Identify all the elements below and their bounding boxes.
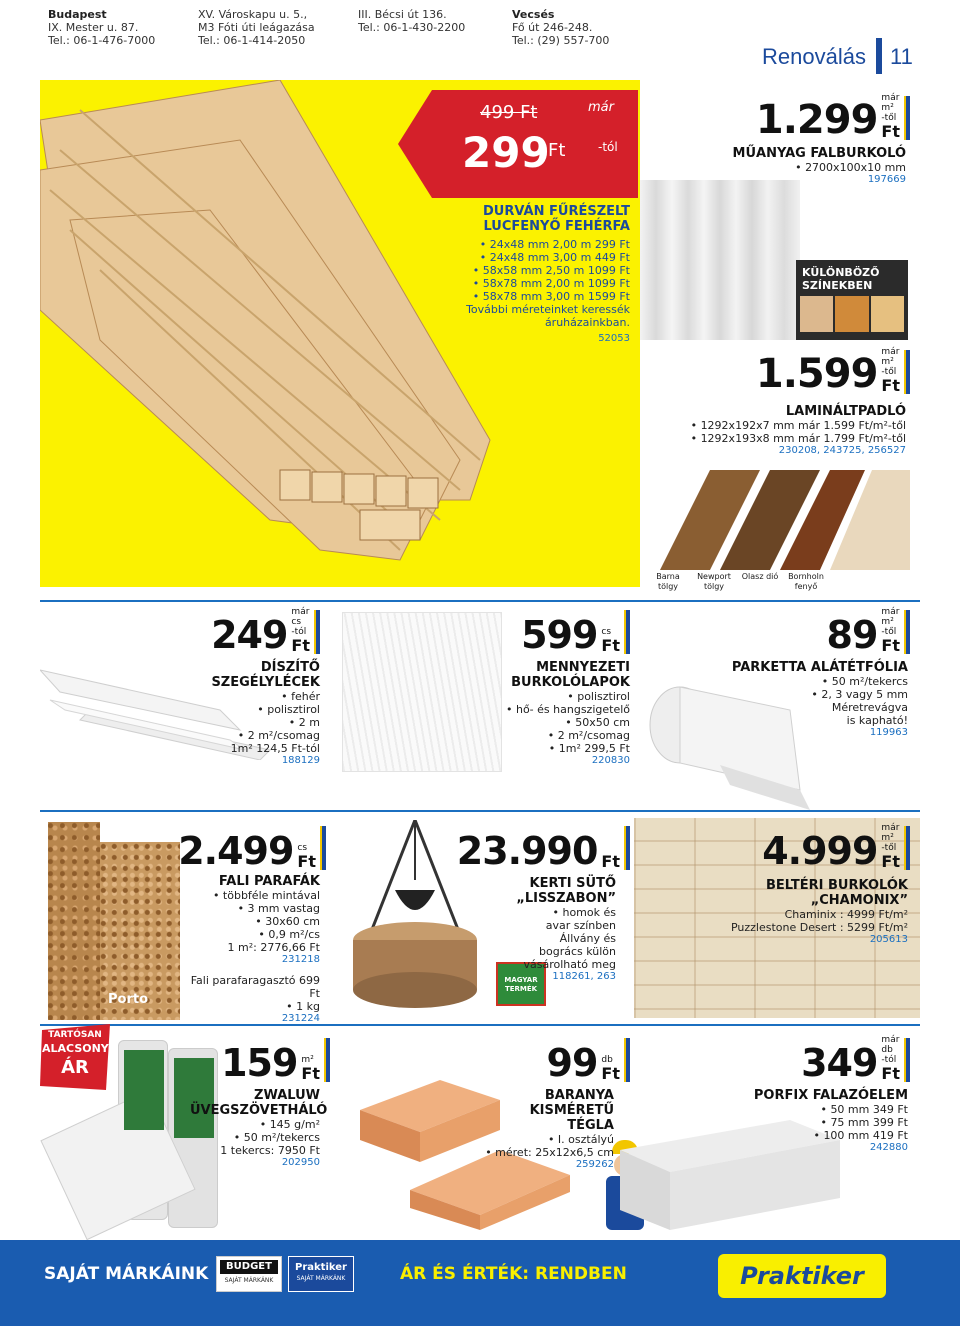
underlay-title: PARKETTA ALÁTÉTFÓLIA bbox=[731, 660, 908, 675]
swatch-label: Bornholn fenyő bbox=[788, 572, 824, 591]
laminate-price bbox=[700, 347, 910, 397]
price-unit bbox=[881, 93, 900, 140]
product-code: 119963 bbox=[869, 727, 908, 738]
unit-ft: Ft bbox=[601, 636, 620, 655]
budget-logo bbox=[216, 1256, 282, 1292]
unit-db: db bbox=[601, 1055, 613, 1065]
unit-ft: Ft bbox=[881, 1064, 900, 1083]
laminate-info bbox=[640, 404, 906, 456]
price-value: 599 bbox=[521, 613, 598, 657]
price-unit bbox=[881, 607, 900, 654]
unit-tol: -tól bbox=[291, 627, 307, 637]
unit-mar: már bbox=[881, 607, 900, 617]
badge-line-3: ÁR bbox=[61, 1057, 89, 1078]
list-item: • 75 mm 399 Ft bbox=[820, 1116, 908, 1129]
price-value: 2.499 bbox=[178, 829, 294, 873]
list-item: • 58x78 mm 2,00 m 1099 Ft bbox=[472, 277, 630, 290]
underlay-list bbox=[720, 675, 908, 727]
unit-mar: már bbox=[881, 1035, 900, 1045]
list-item: • 50 mm 349 Ft bbox=[820, 1103, 908, 1116]
praktiker-logo bbox=[718, 1254, 886, 1298]
price-value: 159 bbox=[221, 1041, 298, 1085]
ceiling-info bbox=[500, 660, 630, 766]
mesh-title-2: ÜVEGSZÖVETHÁLÓ bbox=[190, 1103, 328, 1118]
colors-label-2: SZÍNEKBEN bbox=[802, 279, 873, 292]
panel-price bbox=[700, 93, 910, 143]
list-item: • 30x60 cm bbox=[255, 915, 320, 928]
price-bar bbox=[624, 826, 630, 870]
ceiling-image bbox=[342, 612, 502, 772]
unit-mar: már bbox=[881, 823, 900, 833]
list-item: 1 m²: 2776,66 Ft bbox=[227, 941, 320, 954]
list-item: • homok és bbox=[552, 906, 616, 919]
product-code: 52053 bbox=[598, 333, 630, 344]
unit-tol: -től bbox=[881, 627, 897, 637]
lumber-tol: -tól bbox=[598, 140, 618, 154]
price-unit bbox=[881, 823, 900, 870]
ceiling-title-1: MENNYEZETI bbox=[536, 660, 630, 675]
panel-size: • 2700x100x10 mm bbox=[795, 161, 906, 174]
unit-m2: m² bbox=[881, 833, 894, 843]
price-bar bbox=[904, 610, 910, 654]
ceiling-title-2: BURKOLÓLAPOK bbox=[511, 675, 630, 690]
cork-title: FALI PARAFÁK bbox=[218, 874, 320, 889]
brick-title-2: TÉGLA bbox=[567, 1118, 614, 1133]
cork-tile-1 bbox=[48, 822, 100, 1020]
list-item: • 100 mm 419 Ft bbox=[813, 1129, 908, 1142]
price-unit bbox=[301, 1055, 320, 1082]
moulding-title-2: SZEGÉLYLÉCEK bbox=[211, 675, 320, 690]
unit-tol: -től bbox=[881, 367, 897, 377]
unit-mar: már bbox=[881, 93, 900, 103]
swatch-label: Barna tölgy bbox=[656, 572, 680, 591]
list-item: • 24x48 mm 2,00 m 299 Ft bbox=[479, 238, 630, 251]
divider bbox=[40, 1024, 920, 1026]
product-code: 205613 bbox=[869, 934, 908, 945]
hungarian-product-badge: MAGYAR TERMÉK bbox=[496, 962, 546, 1006]
cork-price bbox=[176, 826, 326, 873]
stone-line-2: Puzzlestone Desert : 5299 Ft/m² bbox=[730, 921, 908, 934]
price-bar bbox=[904, 1038, 910, 1082]
lumber-ft: Ft bbox=[548, 140, 566, 161]
cork-glue-info bbox=[180, 974, 320, 1024]
firepit-title-2: „LISSZABON” bbox=[516, 891, 616, 906]
list-item: • 2 m²/csomag bbox=[237, 729, 320, 742]
cork-label: Porto bbox=[108, 992, 149, 1007]
price-unit bbox=[601, 1055, 620, 1082]
list-item: 1m² 124,5 Ft-tól bbox=[230, 742, 320, 755]
list-item: • 50 m²/tekercs bbox=[233, 1131, 320, 1144]
block-title: PORFIX FALAZÓELEM bbox=[753, 1088, 908, 1103]
product-code: 231218 bbox=[281, 954, 320, 965]
lumber-note-2: áruházainkban. bbox=[544, 316, 630, 329]
lumber-title-2: LUCFENYŐ FEHÉRFA bbox=[483, 219, 630, 234]
product-code: 230208, 243725, 256527 bbox=[778, 445, 906, 456]
price-value: 1.599 bbox=[755, 351, 878, 397]
unit-cs: cs bbox=[297, 843, 308, 853]
stone-info bbox=[700, 878, 908, 945]
firepit-info bbox=[500, 876, 616, 982]
store-phone: Tel.: 06-1-430-2200 bbox=[358, 21, 466, 34]
laminate-line-1: • 1292x192x7 mm már 1.599 Ft/m²-től bbox=[690, 419, 906, 432]
block-info bbox=[740, 1088, 908, 1153]
stone-title-1: BELTÉRI BURKOLÓK bbox=[765, 878, 908, 893]
list-item: avar színben bbox=[545, 919, 616, 932]
price-bar bbox=[320, 826, 326, 870]
block-list bbox=[740, 1103, 908, 1142]
moulding-title-1: DÍSZÍTŐ bbox=[260, 660, 320, 675]
divider bbox=[40, 600, 920, 602]
list-item: • 3 mm vastag bbox=[237, 902, 320, 915]
swatch bbox=[871, 296, 904, 332]
store-vecses bbox=[512, 8, 652, 47]
unit-tol: -tól bbox=[881, 1055, 897, 1065]
list-item: Méretrevágva bbox=[831, 701, 908, 714]
store-city: Vecsés bbox=[512, 8, 555, 21]
lumber-note: További méreteinket keressék bbox=[466, 303, 630, 316]
laminate-line-2: • 1292x193x8 mm már 1.799 Ft/m²-től bbox=[690, 432, 906, 445]
unit-m2: m² bbox=[881, 103, 894, 113]
list-item: • hő- és hangszigetelő bbox=[506, 703, 630, 716]
unit-ft: Ft bbox=[881, 636, 900, 655]
unit-ft: Ft bbox=[601, 1064, 620, 1083]
unit-ft: Ft bbox=[297, 852, 316, 871]
store-phone: Tel.: 06-1-476-7000 bbox=[48, 34, 156, 47]
list-item: • 145 g/m² bbox=[259, 1118, 320, 1131]
store-address: III. Bécsi út 136. bbox=[358, 8, 447, 21]
praktiker-small-text: Praktiker bbox=[295, 1262, 347, 1273]
unit-m2: m² bbox=[881, 617, 894, 627]
page-number: 11 bbox=[890, 44, 913, 69]
cork-list bbox=[180, 889, 320, 954]
price-value: 1.299 bbox=[755, 97, 878, 143]
list-item: • 58x78 mm 3,00 m 1599 Ft bbox=[472, 290, 630, 303]
product-code: 197669 bbox=[867, 174, 906, 185]
unit-cs: cs bbox=[291, 617, 302, 627]
unit-cs: cs bbox=[601, 627, 612, 637]
unit-ft: Ft bbox=[881, 122, 900, 141]
price-unit bbox=[291, 607, 310, 654]
list-item: • többféle mintával bbox=[212, 889, 320, 902]
colors-label-1: KÜLÖNBÖZŐ bbox=[802, 266, 880, 279]
product-code: 118261, 263 bbox=[552, 971, 616, 982]
lumber-title-1: DURVÁN FŰRÉSZELT bbox=[483, 204, 630, 219]
praktiker-logo-text: Praktiker bbox=[740, 1262, 864, 1290]
list-item: • 24x48 mm 3,00 m 449 Ft bbox=[479, 251, 630, 264]
badge-line-2: ALACSONY bbox=[42, 1042, 109, 1055]
stone-line-1: Chaminix : 4999 Ft/m² bbox=[784, 908, 908, 921]
product-code: 231224 bbox=[281, 1013, 320, 1024]
price-bar bbox=[904, 826, 910, 870]
block-price bbox=[780, 1035, 910, 1085]
cork-glue: Fali parafaragasztó 699 Ft bbox=[190, 974, 320, 1000]
list-item: • 50 m²/tekercs bbox=[821, 675, 908, 688]
divider bbox=[40, 810, 920, 812]
own-brands-label: SAJÁT MÁRKÁINK bbox=[44, 1264, 209, 1284]
panel-title: MŰANYAG FALBURKOLÓ bbox=[732, 146, 906, 161]
moulding-price bbox=[200, 607, 320, 657]
price-unit bbox=[601, 853, 620, 870]
price-unit bbox=[601, 627, 620, 654]
product-code: 242880 bbox=[869, 1142, 908, 1153]
list-item: • méret: 25x12x6,5 cm bbox=[485, 1146, 614, 1159]
old-price: 499 Ft bbox=[480, 102, 538, 123]
price-bar bbox=[904, 96, 910, 140]
unit-tol: -től bbox=[881, 843, 897, 853]
list-item: vásárolható meg bbox=[523, 958, 616, 971]
cork-info bbox=[180, 874, 320, 965]
product-code: 202950 bbox=[281, 1157, 320, 1168]
mesh-title-1: ZWALUW bbox=[254, 1088, 320, 1103]
mesh-list bbox=[190, 1118, 320, 1157]
firepit-price bbox=[440, 826, 630, 873]
unit-ft: Ft bbox=[291, 636, 310, 655]
brick-title-1: BARANYA KISMÉRETŰ bbox=[529, 1088, 614, 1118]
list-item: bogrács külön bbox=[539, 945, 616, 958]
list-item: Állvány és bbox=[559, 932, 616, 945]
laminate-image bbox=[650, 470, 910, 570]
unit-ft: Ft bbox=[881, 852, 900, 871]
badge-line-1: TARTÓSAN bbox=[48, 1030, 102, 1040]
product-code: 188129 bbox=[281, 755, 320, 766]
laminate-title: LAMINÁLTPADLÓ bbox=[785, 404, 906, 419]
price-value: 23.990 bbox=[456, 829, 598, 873]
panel-image bbox=[640, 180, 800, 340]
budget-logo-text: BUDGET bbox=[220, 1260, 278, 1274]
swatch bbox=[835, 296, 868, 332]
price-value: 349 bbox=[801, 1041, 878, 1085]
list-item: • 1m² 299,5 Ft bbox=[548, 742, 630, 755]
unit-m2: m² bbox=[301, 1055, 314, 1065]
store-city: Budapest bbox=[48, 8, 107, 21]
unit-tol: -től bbox=[881, 113, 897, 123]
price-value: 99 bbox=[546, 1041, 598, 1085]
store-phone: Tel.: 06-1-414-2050 bbox=[198, 34, 306, 47]
store-budapest-ix bbox=[48, 8, 188, 47]
list-item: • 2 m²/csomag bbox=[547, 729, 630, 742]
ceiling-list bbox=[500, 690, 630, 755]
unit-mar: már bbox=[291, 607, 310, 617]
list-item: is kapható! bbox=[846, 714, 908, 727]
underlay-info bbox=[720, 660, 908, 738]
section-title: Renoválás bbox=[762, 44, 866, 69]
unit-ft: Ft bbox=[601, 852, 620, 871]
list-item: • 2, 3 vagy 5 mm bbox=[811, 688, 908, 701]
unit-mar: már bbox=[881, 347, 900, 357]
swatch-label: Newport tölgy bbox=[697, 572, 731, 591]
list-item: • 2 m bbox=[288, 716, 320, 729]
price-bar bbox=[904, 350, 910, 394]
title-divider bbox=[876, 38, 882, 74]
store-budapest-iii bbox=[358, 8, 498, 34]
unit-m2: m² bbox=[881, 357, 894, 367]
moulding-info bbox=[200, 660, 320, 766]
list-item: • polisztirol bbox=[567, 690, 630, 703]
list-item: • 58x58 mm 2,50 m 1099 Ft bbox=[472, 264, 630, 277]
price-bar bbox=[314, 610, 320, 654]
store-budapest-xv bbox=[198, 8, 348, 47]
store-address-2: M3 Fóti úti leágazása bbox=[198, 21, 315, 34]
brick-list bbox=[460, 1133, 614, 1159]
store-address: Fő út 246-248. bbox=[512, 21, 593, 34]
product-code: 220830 bbox=[591, 755, 630, 766]
list-item: • 0,9 m²/cs bbox=[258, 928, 320, 941]
praktiker-small-sub: SAJÁT MÁRKÁNK bbox=[296, 1275, 346, 1282]
underlay-price bbox=[780, 607, 910, 657]
price-value: 4.999 bbox=[762, 829, 878, 873]
stone-title-2: „CHAMONIX” bbox=[810, 893, 908, 908]
list-item: • fehér bbox=[281, 690, 320, 703]
unit-ft: Ft bbox=[301, 1064, 320, 1083]
store-address: IX. Mester u. 87. bbox=[48, 21, 139, 34]
firepit-list bbox=[500, 906, 616, 971]
list-item: • 50x50 cm bbox=[565, 716, 630, 729]
unit-ft: Ft bbox=[881, 376, 900, 395]
price-bar bbox=[324, 1038, 330, 1082]
price-value: 89 bbox=[826, 613, 878, 657]
lumber-price: 299 bbox=[462, 128, 550, 177]
product-code: 259262 bbox=[575, 1159, 614, 1170]
slogan: ÁR ÉS ÉRTÉK: RENDBEN bbox=[400, 1264, 627, 1284]
color-swatches bbox=[796, 292, 908, 332]
cork-glue-weight: • 1 kg bbox=[286, 1000, 320, 1013]
mesh-info bbox=[190, 1088, 328, 1168]
swatch bbox=[800, 296, 833, 332]
colors-box bbox=[796, 260, 908, 340]
store-address: XV. Városkapu u. 5., bbox=[198, 8, 308, 21]
moulding-list bbox=[200, 690, 320, 755]
swatch-label: Olasz dió bbox=[741, 572, 779, 581]
price-unit bbox=[881, 347, 900, 394]
price-unit bbox=[881, 1035, 900, 1082]
stone-price bbox=[740, 823, 910, 873]
firepit-title-1: KERTI SÜTŐ bbox=[529, 876, 616, 891]
mesh-price bbox=[210, 1038, 330, 1085]
price-unit bbox=[297, 843, 316, 870]
unit-db: db bbox=[881, 1045, 893, 1055]
lumber-info bbox=[440, 204, 630, 344]
list-item: 1 tekercs: 7950 Ft bbox=[220, 1144, 320, 1157]
store-phone: Tel.: (29) 557-700 bbox=[512, 34, 610, 47]
list-item: • polisztirol bbox=[257, 703, 320, 716]
ceiling-price bbox=[500, 610, 630, 657]
brick-price bbox=[500, 1038, 630, 1085]
list-item: • I. osztályú bbox=[547, 1133, 614, 1146]
praktiker-small-logo bbox=[288, 1256, 354, 1292]
price-value: 249 bbox=[211, 613, 288, 657]
brick-info bbox=[460, 1088, 614, 1170]
price-bar bbox=[624, 610, 630, 654]
lumber-mar: már bbox=[588, 100, 614, 115]
budget-logo-sub: SAJÁT MÁRKÁNK bbox=[224, 1277, 274, 1284]
price-bar bbox=[624, 1038, 630, 1082]
lumber-list bbox=[440, 238, 630, 303]
